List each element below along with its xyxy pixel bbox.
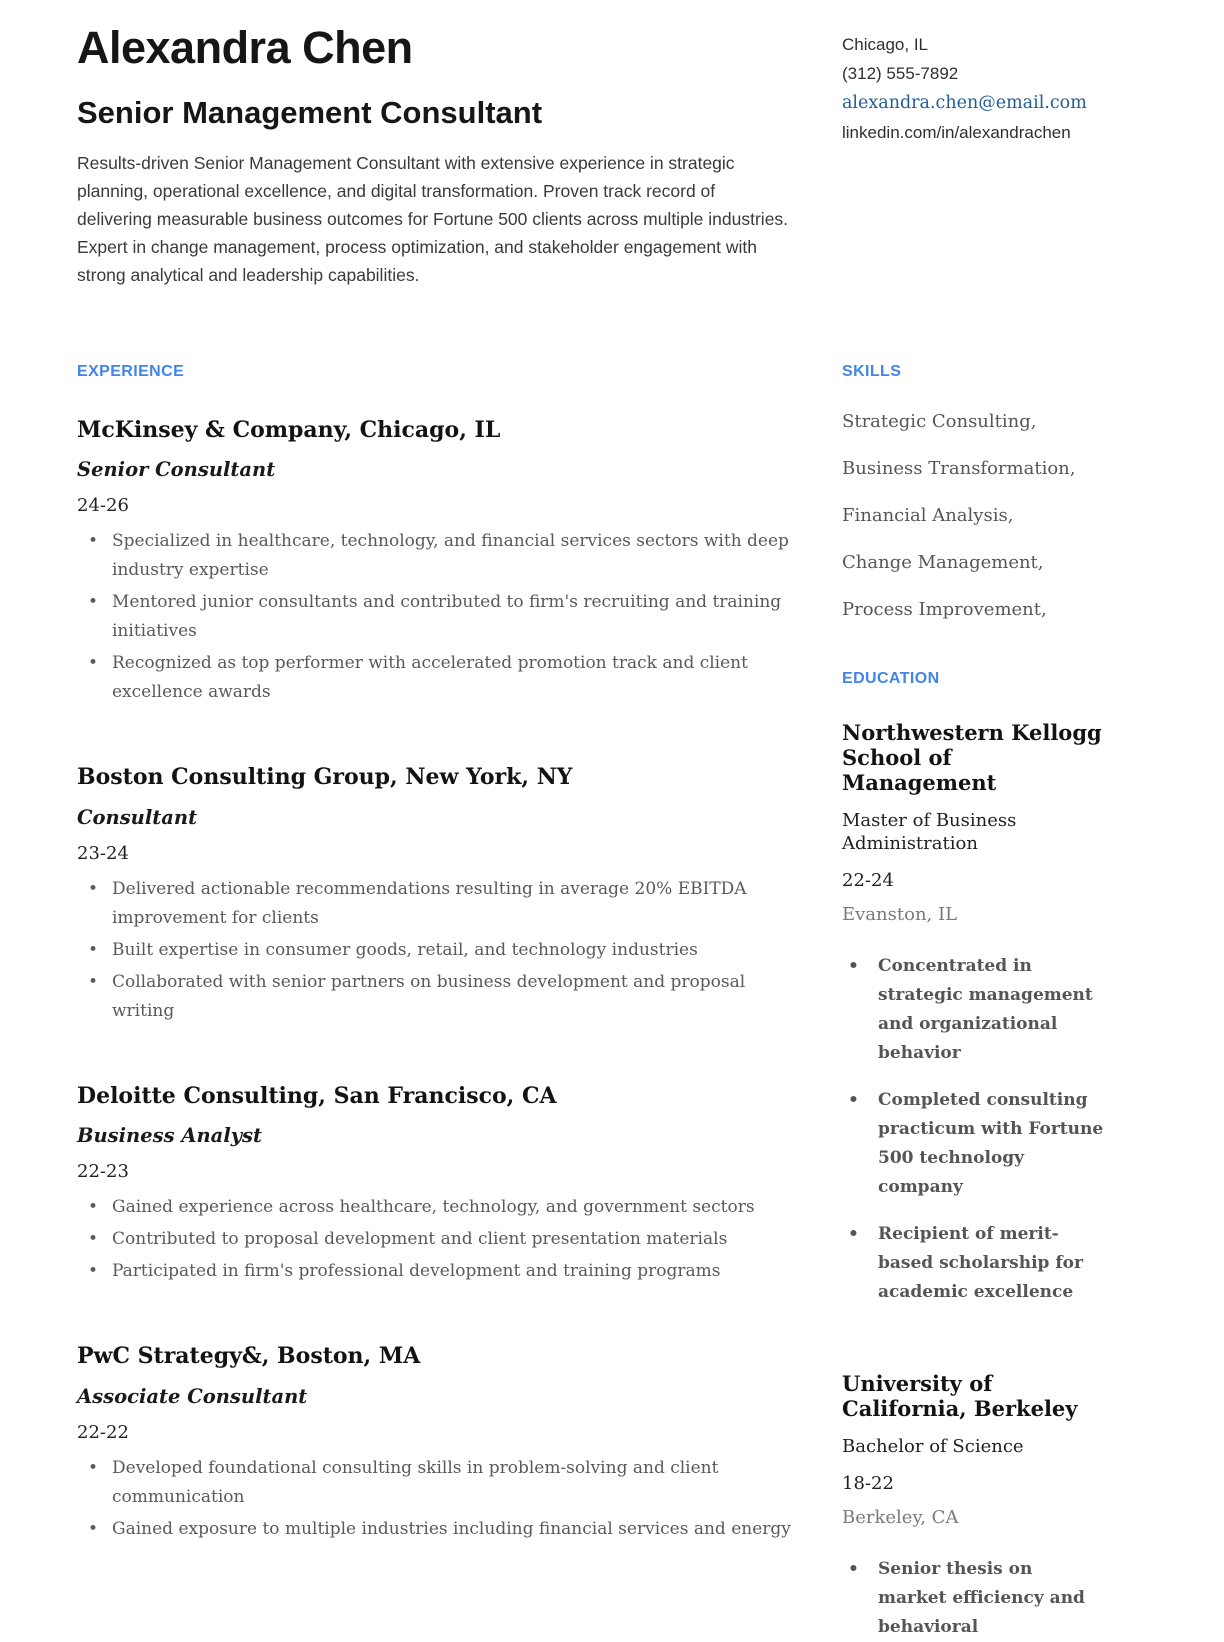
education-section-heading: EDUCATION (842, 670, 940, 687)
job-entry-pwc (77, 1343, 792, 1544)
job-bullet: • Collaborated with senior partners on business development and proposal writing (77, 968, 792, 1026)
skill-item: Strategic Consulting, (842, 411, 1037, 432)
skill-item: Financial Analysis, (842, 505, 1014, 526)
skills-list (842, 411, 1105, 620)
job-entry-bcg (77, 764, 792, 1026)
job-bullet: • Specialized in healthcare, technology, and financial services sectors with deep industry expertise (77, 527, 792, 585)
contact-linkedin: linkedin.com/in/alexandrachen (842, 123, 1071, 142)
job-bullet: • Delivered actionable recommendations resulting in average 20% EBITDA improvement for clients (77, 875, 792, 933)
job-bullet: • Recognized as top performer with accelerated promotion track and client excellence awards (77, 649, 792, 707)
education-bullet: • Recipient of merit-based scholarship for academic excellence (842, 1220, 1105, 1307)
education-dates: 18-22 (842, 1473, 894, 1494)
education-location: Berkeley, CA (842, 1507, 959, 1528)
job-bullet: • Participated in firm's professional development and training programs (77, 1257, 792, 1286)
degree: Master of Business Administration (842, 810, 1017, 854)
education-entry-kellogg (842, 720, 1105, 1307)
education-location: Evanston, IL (842, 904, 958, 925)
job-bullet-list (77, 875, 792, 1026)
school-name: Northwestern Kellogg School of Management (842, 720, 1102, 795)
contact-phone: (312) 555-7892 (842, 64, 959, 83)
job-title: Senior Consultant (77, 458, 276, 482)
job-bullet: • Mentored junior consultants and contributed to firm's recruiting and training initiatives (77, 588, 792, 646)
skill-item: Process Improvement, (842, 599, 1047, 620)
skill-item: Business Transformation, (842, 458, 1076, 479)
job-dates: 24-26 (77, 495, 129, 517)
job-dates: 23-24 (77, 842, 129, 864)
job-entry-mckinsey (77, 417, 792, 708)
job-bullet: • Gained experience across healthcare, technology, and government sectors (77, 1193, 792, 1222)
job-company: PwC Strategy&, Boston, MA (77, 1343, 421, 1370)
education-bullet: • Concentrated in strategic management and organizational behavior (842, 952, 1105, 1068)
job-bullet: • Gained exposure to multiple industries including financial services and energy (77, 1515, 792, 1544)
skills-section-heading: SKILLS (842, 363, 902, 380)
education-bullet-list (842, 952, 1105, 1307)
sidebar-column (842, 14, 1105, 1642)
contact-block (842, 30, 1105, 147)
degree: Bachelor of Science (842, 1436, 1024, 1457)
contact-email-link[interactable]: alexandra.chen@email.com (842, 93, 1087, 113)
job-bullet-list (77, 1193, 792, 1286)
education-bullet-list (842, 1555, 1105, 1642)
experience-section-heading: EXPERIENCE (77, 362, 185, 380)
contact-location: Chicago, IL (842, 35, 928, 54)
person-headline: Senior Management Consultant (77, 95, 543, 131)
main-column (77, 14, 792, 1642)
job-bullet: • Developed foundational consulting skills in problem-solving and client communication (77, 1454, 792, 1512)
education-entry-berkeley (842, 1371, 1105, 1642)
job-dates: 22-22 (77, 1421, 129, 1443)
school-name: University of California, Berkeley (842, 1371, 1078, 1421)
job-title: Consultant (77, 805, 198, 829)
job-title: Associate Consultant (77, 1384, 308, 1408)
education-bullet: • Senior thesis on market efficiency and behavioral (842, 1555, 1105, 1642)
job-entry-deloitte (77, 1083, 792, 1287)
person-name: Alexandra Chen (77, 22, 413, 73)
job-title: Business Analyst (77, 1124, 263, 1148)
education-dates: 22-24 (842, 870, 894, 891)
skill-item: Change Management, (842, 552, 1044, 573)
job-company: Boston Consulting Group, New York, NY (77, 764, 573, 791)
education-bullet: • Completed consulting practicum with Fortune 500 technology company (842, 1086, 1105, 1202)
job-bullet: • Built expertise in consumer goods, retail, and technology industries (77, 936, 792, 965)
job-bullet: • Contributed to proposal development and client presentation materials (77, 1225, 792, 1254)
job-bullet-list (77, 1454, 792, 1544)
summary-paragraph: Results-driven Senior Management Consultant with extensive experience in strategic planning, operational excellence, and digital transformation. Proven track record of delivering measurable business outcomes for Fortune 500 clients across multiple industries. Expert in change management, process optimization, and stakeholder engagement with strong analytical and leadership capabilities. (77, 152, 789, 285)
job-company: Deloitte Consulting, San Francisco, CA (77, 1082, 557, 1109)
job-company: McKinsey & Company, Chicago, IL (77, 416, 501, 443)
job-bullet-list (77, 527, 792, 707)
job-dates: 22-23 (77, 1161, 129, 1183)
